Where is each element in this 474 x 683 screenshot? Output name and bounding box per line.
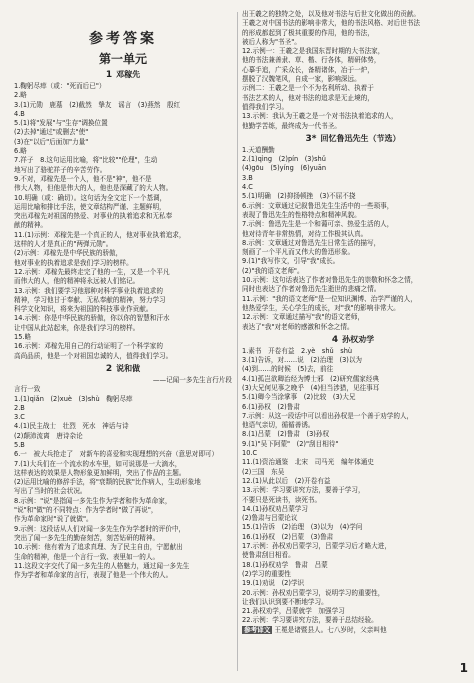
answer-line: 11.(1)资治通鉴 北宋 司马光 编年体通史	[242, 458, 374, 467]
answer-line: 17.示例：孙权劝吕蒙学习，吕蒙学习后才略大进，	[242, 542, 391, 551]
answer-line: 书法艺术的人，他对书法的追求是无止境的，	[242, 93, 374, 102]
answer-line: 22.示例：学习要讲究方法，要善于总结经验。	[242, 616, 378, 625]
answer-line: 15.略	[14, 333, 32, 342]
answer-line: (3)大兄何见事之晚乎 (4)但当涉猎，见往事耳	[242, 383, 380, 392]
answer-line: 刻画了一个平凡而又伟大的鲁迅形象。	[242, 248, 355, 257]
answer-line: 13.示例：学习要讲究方法，要善于学习，	[242, 486, 365, 495]
answer-line: 作为学者和革命家的言行，表现了他是一个伟大的人。	[14, 571, 173, 580]
answer-line: 他对待青年非常热情，对待工作极其认真。	[242, 229, 368, 238]
lesson-3-answers	[242, 146, 464, 332]
answer-line: 表达了"我"对老师的感激和怀念之情。	[242, 322, 354, 331]
answer-line: 11.这段文字交代了闻一多先生的人格魅力，通过闻一多先生	[14, 561, 190, 570]
answer-line: 这样的人才是真正的"两弹元勋"。	[14, 240, 113, 249]
answer-line: (2)示例：邓稼先是中华民族的骄傲，	[14, 249, 123, 258]
answer-line: (2)学习的重要性	[242, 569, 291, 578]
answer-line: 献的精神。	[14, 221, 47, 230]
answer-line: 的形成都起到了极其重要的作用，他的书法，	[242, 28, 374, 37]
answer-line: 12.示例一：王羲之是我国东晋时期的大书法家，	[242, 47, 385, 56]
lesson-4-title	[242, 334, 464, 345]
answer-line: 1.(1)qiǎn (2)xuè (3)shù 鞠躬尽瘁	[14, 394, 133, 403]
answer-line: 10.明确（或：确切）。这句话为全文定下一个基调，	[14, 193, 167, 202]
answer-line: 心摹手追，广采众长，备精诸体，冶于一炉，	[242, 65, 374, 74]
answer-line: 值得我们学习。	[242, 102, 289, 111]
answer-line: 1.天道酬勤	[242, 145, 275, 154]
answer-line: 7.祥子 8.这句运用比喻，将"比较""伦理"，生动	[14, 156, 158, 165]
lesson-1-number: 1	[105, 70, 113, 80]
answer-line: 5.B	[14, 440, 25, 449]
answer-line: 突出邓稼先对祖国的热爱、对事业的执着追求和无私奉	[14, 212, 173, 221]
answer-line: "说"和"做"的不同特点：作为学者时"做了再说"，	[14, 506, 158, 515]
answer-line: 精神，学习他甘于奉献、无私奉献的精神，努力学习	[14, 295, 166, 304]
answer-line: 让中国从此站起来，你是我们学习的榜样。	[14, 323, 140, 332]
lesson-2-answers	[14, 385, 232, 580]
answer-line: 出王羲之的独特之处，以及他对书法与后世文化做出的贡献。	[242, 10, 421, 18]
lesson-3-number: 3*	[305, 133, 317, 144]
answer-line: 12.示例：文章通过描写"我"的语文老师，	[242, 313, 365, 322]
answer-line: 示例二：王羲之是一个不为名利所动、执着于	[242, 84, 374, 93]
answer-line: 被后人称为"书圣"。	[242, 37, 301, 46]
answer-line: 14.示例：你是中华民族的骄傲，你以你的智慧和汗水	[14, 314, 170, 323]
answer-line: 5.(1)明确 (2)抑扬顿挫 (3)不屈不挠	[242, 192, 356, 201]
answer-line: 9.(1)"我写作文，引导"我"成长。	[242, 257, 340, 266]
answer-line: 摆脱了汉魏笔风，自成一家，影响深远。	[242, 75, 361, 84]
answer-line: 1.素书 开卷有益 2.yè shǔ shù	[242, 346, 353, 355]
answer-line: 他语气亲切，循循善诱。	[242, 421, 315, 430]
answer-line: 王羲之对中国书法的影响非常大，他的书法风格、对后世书法	[242, 19, 421, 28]
answer-line: 14.(1)孙权劝吕蒙学习	[242, 504, 308, 513]
answer-line: 突出了闻一多先生的勤奋刻苦，刻苦钻研的精神。	[14, 533, 160, 542]
lesson-3-title	[242, 133, 464, 144]
answer-line: 11.(1)示例：邓稼先是一个真正的人，他对事业执着追求，	[14, 230, 186, 239]
answer-line: 2.略	[14, 91, 27, 100]
answer-line: 3.C	[14, 413, 25, 422]
lesson-2-name: 说和做	[116, 363, 141, 373]
answer-line: 3.(1)元勋 鹿墓 (2)截然 挚友 谣言 (3)燕然 殷红	[14, 100, 181, 109]
answer-line: 16.(1)孙权 (2)吕蒙 (3)鲁肃	[242, 532, 334, 541]
answer-line: 7.(1)大兵们在一个流水的水车里，如可说那是一大滴水，	[14, 459, 182, 468]
answer-line: 他勤学苦练，最终成为一代书圣。	[242, 121, 341, 130]
answer-line: 20.示例：孙权劝吕蒙学习，说明学习的重要性，	[242, 588, 385, 597]
answer-line: 而伟大的人，他的精神将永远被人们铭记。	[14, 277, 140, 286]
answer-line: 10.示例：这句话表达了作者对鲁迅先生的崇敬和怀念之情，	[242, 276, 418, 285]
answer-line: 这样表达的效果是人物形象更加鲜明，突出了作品的主题。	[14, 468, 186, 477]
page-number: 1	[459, 661, 468, 675]
lesson-2-number: 2	[105, 363, 113, 374]
reference-translation-label: 参考译文	[244, 625, 271, 634]
answer-line: 4.(1)民主战士 壮烈 死水 神话与诗	[14, 422, 129, 431]
answer-line: 8.(1)吕蒙 (2)鲁肃 (3)孙权	[242, 430, 330, 439]
answer-line: 7.示例：从这一段话中可以看出孙权是一个善于劝学的人，	[242, 411, 414, 420]
answer-line: 6.一 被大兵抢走了 对新车的喜爱和实现理想的兴奋（意思对即可）	[14, 450, 219, 459]
lesson-1-name: 邓稼先	[116, 70, 141, 79]
answer-line: 伟大人物，但他是伟大的人，他也是深藏了的大人物。	[14, 184, 173, 193]
answer-line: 21.孙权劝学，吕蒙就学 加强学习	[242, 607, 345, 616]
answer-line: (4)到……的时候 (5)去，前往	[242, 365, 334, 374]
answer-line: 18.(1)孙权劝学 鲁肃 吕蒙	[242, 560, 328, 569]
answer-line: 5.(1)卿今当涂掌事 (2)比较 (3)大兄	[242, 393, 356, 402]
lesson-4-answers	[242, 347, 464, 626]
answer-line: 10.C	[242, 449, 258, 458]
answer-line: 3.(1)告诉，对……说 (2)治理 (3)以为	[242, 356, 363, 365]
answer-line: (2)运用比喻的修辞手法，将"衰颓的民族"比作病人，生动形象地	[14, 478, 201, 487]
lesson-4-number: 4	[331, 334, 339, 345]
answer-line: 4.B	[14, 109, 25, 118]
answer-line: 不要只是死读书，读死书。	[242, 495, 322, 504]
answer-line: (2)"我的语文老师"。	[242, 266, 304, 275]
answer-line: (3)在"以后"后面加"力量"	[14, 137, 89, 146]
answer-line: 2.(1)qìng (2)pín (3)shǔ	[242, 155, 326, 164]
answer-line: 12.(1)从此以后 (2)开卷有益	[242, 476, 331, 485]
answer-line: (2)去掉"通过"或删去"使"	[14, 128, 89, 137]
lesson-4-name: 孙权劝学	[342, 334, 375, 344]
answer-line: 6.示例：文章通过记叙鲁迅先生生活中的一些琐事，	[242, 201, 394, 210]
answer-line: 7.示例：鲁迅先生是一个和蔼可亲、热爱生活的人，	[242, 220, 394, 229]
answer-line: 让我们认识到要不断地学习。	[242, 597, 328, 606]
answer-line: 19.(1)劝说 (2)学识	[242, 579, 305, 588]
answer-line: 2.B	[14, 403, 25, 412]
right-column	[242, 10, 464, 675]
answer-line: 运用比喻和排比手法，使文章结构严谨、主题鲜明，	[14, 202, 166, 211]
answer-line: (2)三国 东吴	[242, 467, 285, 476]
reference-translation-text: 王冕是诸暨县人。七八岁时，父亲叫他	[274, 625, 387, 634]
answer-line: 言行一致	[14, 385, 41, 394]
answer-line: 他的书法兼善隶、草、楷、行各体，精研体势，	[242, 56, 381, 65]
lesson-3-name: 回忆鲁迅先生（节选）	[320, 133, 401, 143]
answer-line: 9.不对，邓稼先是一个人，他不是"神"，他不是	[14, 174, 152, 183]
lesson-2-continued-answers	[242, 10, 464, 131]
answer-line: 3.B	[242, 173, 253, 182]
unit-title: 第一单元	[98, 52, 147, 66]
answer-line: 表现了鲁迅先生的性格特点和精神风貌。	[242, 210, 361, 219]
answer-line: 1.鞠躬尽瘁（或："死而后已"）	[14, 82, 106, 90]
answer-line: 15.(1)告诉 (2)治理 (3)以为 (4)学问	[242, 523, 363, 532]
answer-line: (2)鲁肃与吕蒙论议	[242, 514, 298, 523]
answer-line: 10.示例：他有着为了追求真理、为了民主自由，宁愿献出	[14, 543, 183, 552]
answer-line: 13.示例：我认为王羲之是一个对书法执着追求的人，	[242, 112, 398, 121]
page-title: 参考答案	[89, 31, 157, 47]
reference-translation	[242, 626, 464, 635]
answer-line: 科学文化知识，将来为祖国的科技事业作贡献。	[14, 305, 153, 314]
answer-line: (2)颠沛流离 唐诗杂论	[14, 431, 83, 440]
lesson-2-subtitle: ——记闻一多先生言行片段	[152, 375, 232, 384]
left-column	[14, 10, 232, 675]
answer-line: 写出了当时的社会状况。	[14, 487, 87, 496]
answer-line: 6.(1)孙权 (2)鲁肃	[242, 402, 300, 411]
answer-line: 4.C	[242, 183, 253, 192]
answer-line: 作为革命家时"说了就做"。	[14, 515, 93, 524]
lesson-2-title	[14, 363, 232, 374]
answer-line: 他热爱学生，关心学生的成长，对"我"的影响非常大。	[242, 303, 400, 312]
answer-line: 4.(1)孤岂欲卿治经为博士邪 (2)研究儒家经典	[242, 374, 380, 383]
lesson-1-title	[14, 69, 232, 80]
column-divider	[237, 12, 238, 671]
answer-line: 13.示例：我们要学习他那种对科学事业执着追求的	[14, 286, 163, 295]
answer-line: (4)gōu (5)yíng (6)yuān	[242, 164, 327, 173]
answer-line: 同时也表达了作者对鲁迅先生逝世的悲痛之情。	[242, 285, 381, 294]
answer-line: 16.示例：邓稼先用自己的行动证明了一个科学家的	[14, 342, 163, 351]
answer-line: 8.示例：文章通过对鲁迅先生日常生活的描写，	[242, 238, 381, 247]
answer-line: 9.(1)"吴下阿蒙" (2)"刮目相待"	[242, 439, 339, 448]
answer-line: 9.示例：这段话从人们对闻一多先生作为学者时的评价中，	[14, 524, 186, 533]
answer-line: 生命的精神，他是一个言行一致、表里如一的人。	[14, 552, 160, 561]
lesson-1-answers	[14, 82, 232, 361]
answer-line: 12.示例：邓稼先最终走完了他的一生，又是一个平凡	[14, 267, 170, 276]
answer-line: 6.略	[14, 147, 27, 156]
answer-line: 8.示例："说"是指闻一多先生作为学者和作为革命家，	[14, 496, 172, 505]
answer-line: 地写出了骆驼祥子的辛苦劳作。	[14, 165, 107, 174]
answer-line: 11.示例："我的语文老师"是一位知识渊博、治学严谨的人，	[242, 294, 417, 303]
answer-line: 5.(1)将"发展"与"生存"调换位置	[14, 119, 108, 128]
answer-line: 使鲁肃刮目相看。	[242, 551, 295, 560]
answer-line: 他对事业的执着追求是我们学习的榜样。	[14, 258, 133, 267]
answer-line: 高尚品质，他是一个对祖国忠诚的人，值得我们学习。	[14, 351, 173, 360]
